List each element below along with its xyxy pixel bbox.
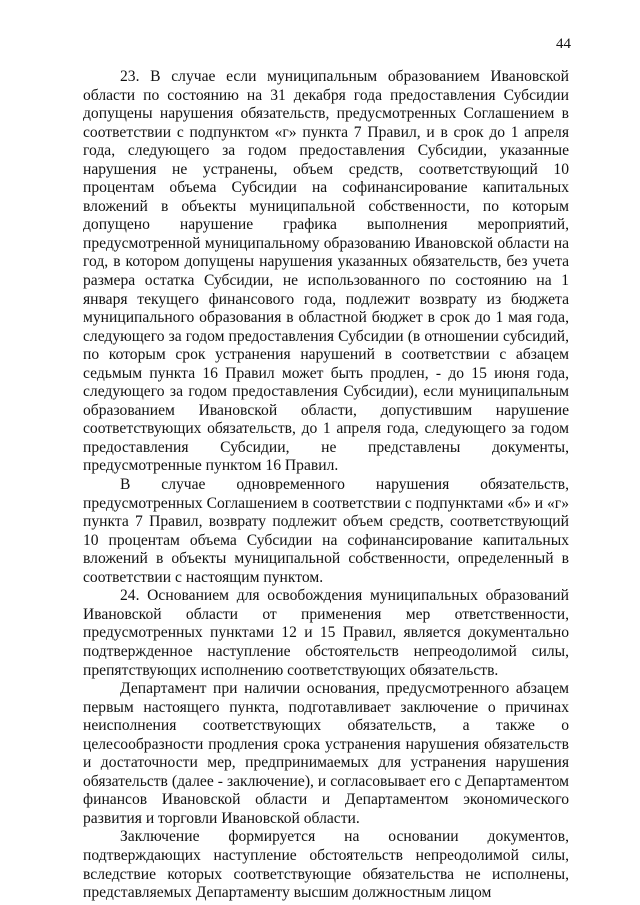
page-number: 44 bbox=[556, 36, 571, 52]
paragraph-24-department-conclusion: Департамент при наличии основания, предусмотренного абзацем первым настоящего пункта, подготавливает заключение о причинах неисполнения соответствующих обязательств, а также о целесообразности продления срока устранения нарушения обязательств и достаточности мер, предпринимаемых для устранения нарушения обязательств (далее - заключение), и согласовывает его с Департаментом финансов Ивановской области и Департаментом экономического развития и торговли Ивановской области. bbox=[83, 680, 569, 827]
paragraph-23: 23. В случае если муниципальным образованием Ивановской области по состоянию на 31 декабря года предоставления Субсидии допущены нарушения обязательств, предусмотренных Соглашением в соответствии с подпунктом «г» пункта 7 Правил, и в срок до 1 апреля года, следующего за годом предоставления Субсидии, указанные нарушения не устранены, объем средств, соответствующий 10 процентам объема Субсидии на софинансирование капитальных вложений в объекты муниципальной собственности, по которым допущено нарушение графика выполнения мероприятий, предусмотренной муниципальному образованию Ивановской области на год, в котором допущены нарушения указанных обязательств, без учета размера остатка Субсидии, не использованного по состоянию на 1 января текущего финансового года, подлежит возврату из бюджета муниципального образования в областной бюджет в срок до 1 мая года, следующего за годом предоставления Субсидии (в отношении субсидий, по которым срок устранения нарушений в соответствии с абзацем седьмым пункта 16 Правил может быть продлен, - до 15 июня года, следующего за годом предоставления Субсидии), если муниципальным образованием Ивановской области, допустившим нарушение соответствующих обязательств, до 1 апреля года, следующего за годом предоставления Субсидии, не представлены документы, предусмотренные пунктом 16 Правил. bbox=[83, 68, 569, 475]
paragraph-24-conclusion-basis: Заключение формируется на основании документов, подтверждающих наступление обстоятельств непреодолимой силы, вследствие которых соответствующие обязательства не исполнены, представляемых Департаменту высшим должностным лицом bbox=[83, 828, 569, 902]
paragraph-23-simultaneous-violation: В случае одновременного нарушения обязательств, предусмотренных Соглашением в соответствии с подпунктами «б» и «г» пункта 7 Правил, возврату подлежит объем средств, соответствующий 10 процентам объема Субсидии на софинансирование капитальных вложений в объекты муниципальной собственности, определенный в соответствии с настоящим пунктом. bbox=[83, 476, 569, 586]
paragraph-24: 24. Основанием для освобождения муниципальных образований Ивановской области от применения мер ответственности, предусмотренных пунктами 12 и 15 Правил, является документально подтвержденное наступление обстоятельств непреодолимой силы, препятствующих исполнению соответствующих обязательств. bbox=[83, 587, 569, 679]
document-body bbox=[83, 68, 569, 903]
